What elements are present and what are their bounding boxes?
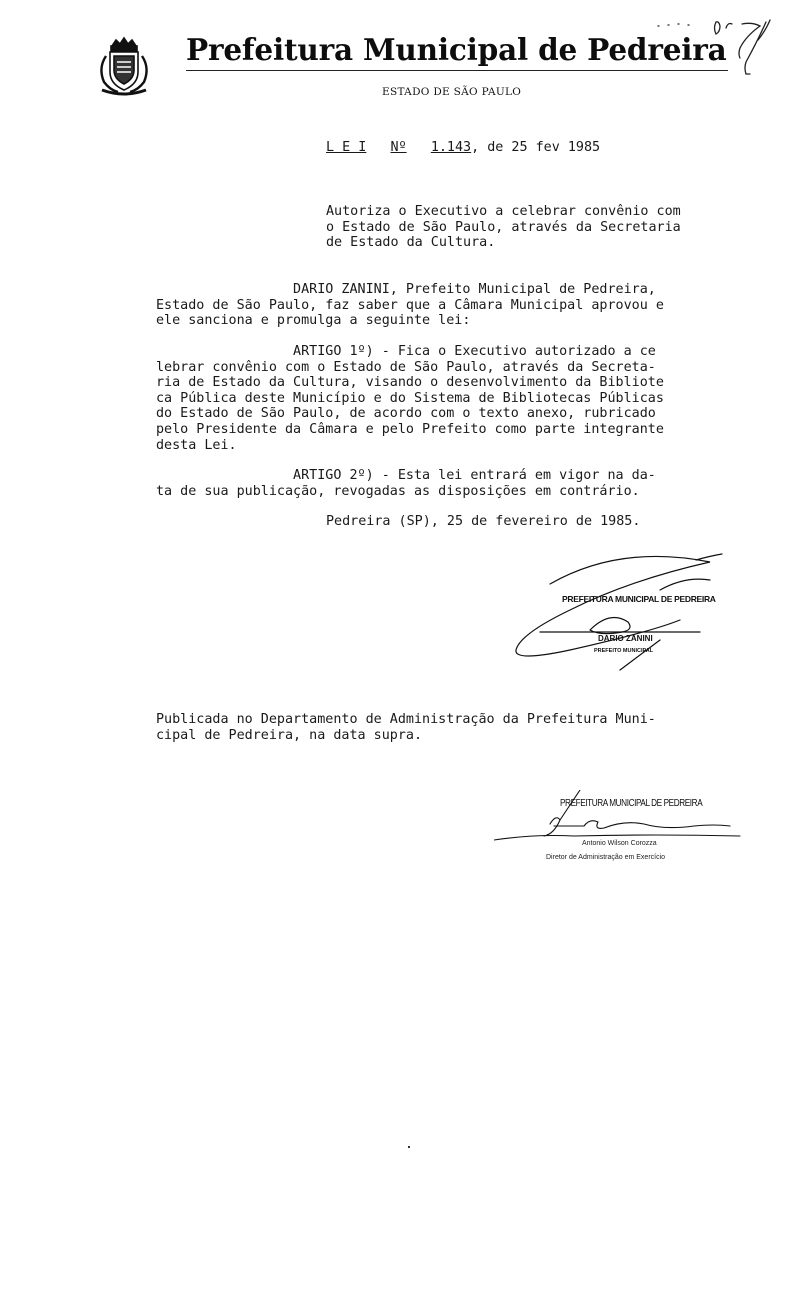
law-title (326, 140, 600, 156)
header-rule (186, 70, 728, 71)
preamble-paragraph: DARIO ZANINI, Prefeito Municipal de Pedreira, Estado de São Paulo, faz saber que a Câmara Municipal aprovou e ele sanciona e promulga a seguinte lei: (156, 282, 664, 329)
law-number-label: Nº (390, 140, 407, 155)
mayor-stamp-name: DARIO ZANINI (598, 634, 653, 643)
director-stamp-name: Antonio Wilson Corozza (582, 840, 657, 847)
publication-note: Publicada no Departamento de Administração da Prefeitura Muni- cipal de Pedreira, na data supra. (156, 712, 656, 743)
director-stamp-role: Diretor de Administração em Exercício (546, 854, 666, 861)
coat-of-arms-icon (92, 34, 156, 98)
law-number: 1.143 (430, 140, 472, 155)
header-subtitle: ESTADO DE SÃO PAULO (382, 86, 522, 98)
scan-speck (408, 1146, 410, 1148)
director-stamp-org: PREFEITURA MUNICIPAL DE PEDREIRA (560, 798, 703, 809)
mayor-signature (510, 550, 740, 690)
date-line: Pedreira (SP), 25 de fevereiro de 1985. (326, 514, 641, 529)
law-summary: Autoriza o Executivo a celebrar convênio com o Estado de São Paulo, através da Secretaria de Estado da Cultura. (326, 204, 681, 251)
article-1: ARTIGO 1º) - Fica o Executivo autorizado a ce lebrar convênio com o Estado de São Paulo, através da Secreta- ria de Estado da Cultura, visando o desenvolvimento da Bibliote ca Pública deste Município e do Sistema de Bibliotecas Públicas do Estado de São Paulo, de acordo com o texto anexo, rubricado pelo Presidente da Câmara e pelo Prefeito como parte integrante desta Lei. (156, 344, 664, 453)
handwritten-corner-mark (654, 16, 794, 82)
article-2: ARTIGO 2º) - Esta lei entrará em vigor na da- ta de sua publicação, revogadas as disposições em contrário. (156, 468, 656, 499)
page-title: Prefeitura Municipal de Pedreira (186, 32, 727, 67)
mayor-stamp-role: PREFEITO MUNICIPAL (594, 648, 654, 654)
law-prefix: L E I (326, 140, 367, 155)
law-date: , de 25 fev 1985 (471, 140, 601, 155)
mayor-stamp-org: PREFEITURA MUNICIPAL DE PEDREIRA (562, 594, 716, 604)
